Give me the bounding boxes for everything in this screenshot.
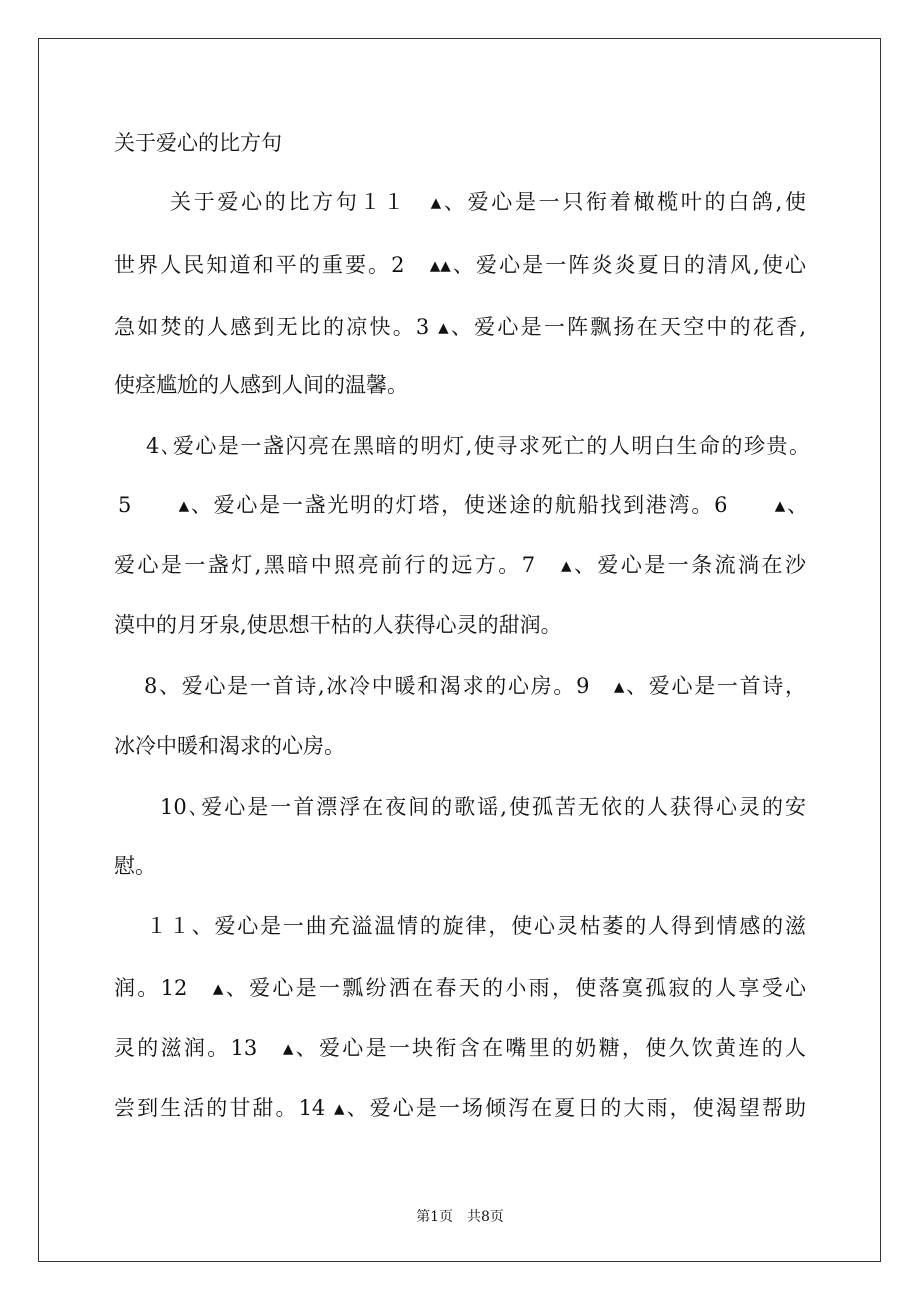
page-border: [38, 38, 881, 1262]
paragraph-line: 冰冷中暖和渴求的心房。: [114, 734, 345, 758]
paragraph-line: 世界人民知道和平的重要。2 ▴▴、爱心是一阵炎炎夏日的清风,使心: [114, 253, 806, 277]
paragraph-line: 爱心是一盏灯,黑暗中照亮前行的远方。7 ▴、爱心是一条流淌在沙: [114, 553, 806, 577]
paragraph-line: 8、爱心是一首诗,冰冷中暖和渴求的心房。9 ▴、爱心是一首诗，: [144, 674, 806, 698]
paragraph-line: 关于爱心的比方句１１ ▴、爱心是一只衔着橄榄叶的白鸽,使: [170, 190, 806, 214]
paragraph-line: 使痉尴尬的人感到人间的温馨。: [114, 373, 408, 397]
paragraph-line: １１、爱心是一曲充溢温情的旋律，使心灵枯萎的人得到情感的滋: [146, 914, 806, 938]
paragraph-line: 灵的滋润。13 ▴、爱心是一块衔含在嘴里的奶糖，使久饮黄连的人: [114, 1036, 806, 1060]
paragraph-line: 10､爱心是一首漂浮在夜间的歌谣,使孤苦无依的人获得心灵的安: [160, 795, 806, 819]
paragraph-line: 5 ▴、爱心是一盏光明的灯塔，使迷途的航船找到港湾。6 ▴、: [118, 493, 808, 517]
page-number: 第1页 共8页: [416, 1209, 504, 1225]
document-title: 关于爱心的比方句: [114, 131, 282, 155]
paragraph-line: 漠中的月牙泉,使思想干枯的人获得心灵的甜润。: [114, 613, 562, 637]
paragraph-line: 尝到生活的甘甜。14 ▴、爱心是一场倾泻在夏日的大雨，使渴望帮助: [114, 1096, 806, 1120]
paragraph-line: 慰。: [114, 854, 156, 878]
paragraph-line: 润。12 ▴、爱心是一瓢纷洒在春天的小雨，使落寞孤寂的人享受心: [114, 976, 806, 1000]
paragraph-line: 4､爱心是一盏闪亮在黑暗的明灯,使寻求死亡的人明白生命的珍贵。: [146, 434, 810, 458]
paragraph-line: 急如焚的人感到无比的凉快。3 ▴、爱心是一阵飘扬在天空中的花香,: [114, 315, 806, 339]
